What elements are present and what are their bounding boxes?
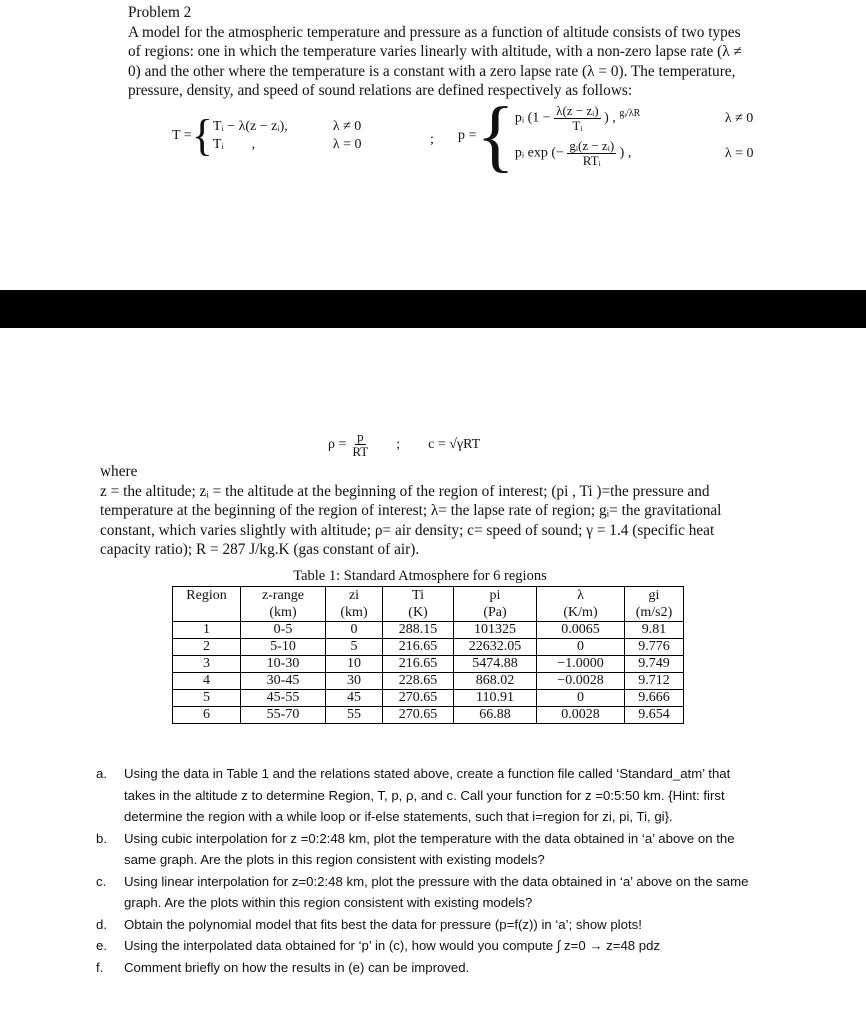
table-row [173,622,684,639]
header-name: zi [348,588,360,603]
column-header [173,587,241,622]
table-cell: 30 [326,673,383,690]
p-case-2-prefix: pᵢ exp (− [514,145,564,161]
table-row [173,673,684,690]
table-cell: 9.712 [625,673,684,690]
rho-fraction [352,430,368,459]
table-cell: 30-45 [241,673,326,690]
header-name: Region [186,588,227,603]
where-label: where [100,463,138,480]
table-cell: −1.0000 [537,656,625,673]
where-text: z = the altitude; zᵢ = the altitude at the beginning of the region of interest; (pi , Ti )=the pressure and temperature at the beginning of the region of interest; λ= the lapse rate of region; gᵢ= the gravitational constant, which varies slightly with altitude; ρ= air density; c= speed of sound; γ = 1.4 (specific heat capacity ratio); R = 287 J/kg.K (gas constant of air). [100,482,722,558]
column-header [326,587,383,622]
question-item [96,935,756,957]
t-cond-1: λ ≠ 0 [332,119,362,134]
column-header [537,587,625,622]
table-cell: 45-55 [241,690,326,707]
table-cell: 270.65 [383,690,454,707]
question-label: d. [96,916,107,932]
table-cell: 0 [326,622,383,639]
problem-title: Problem 2 [128,4,192,21]
p-lhs: p = [458,128,477,143]
question-text: Obtain the polynomial model that fits best the data for pressure (p=f(z)) in ‘a’; show plots! [124,916,642,932]
header-unit: (K) [408,605,428,620]
table-cell: 9.666 [625,690,684,707]
table-cell: 101325 [454,622,537,639]
problem-text: A model for the atmospheric temperature and pressure as a function of altitude consists of two types of regions: one in which the temperature varies linearly with altitude, with a non-zero lapse rate (λ ≠ 0) and the other where the temperature is a constant with a zero lapse rate (λ = 0). The temperature, pressure, density, and speed of sound relations are defined respectively as follows: [128,23,742,99]
definitions [100,462,745,560]
table-cell: 55 [326,707,383,724]
table-cell: 9.776 [625,639,684,656]
denominator: Tᵢ [572,118,583,133]
t-lhs: T = [172,128,192,143]
header-name: gi [648,588,660,603]
table-cell: −0.0028 [537,673,625,690]
p-case-2-suffix: ) , [619,145,632,161]
question-label: f. [96,959,104,975]
column-header [383,587,454,622]
table-cell: 9.749 [625,656,684,673]
t-cond-2: λ = 0 [332,137,362,152]
p-cond-2: λ = 0 [724,145,754,161]
table-cell: 288.15 [383,622,454,639]
denominator: RTᵢ [582,153,601,168]
p-case-1-fraction [554,104,600,133]
table-cell: 1 [173,622,241,639]
density-sound-equation [328,430,480,459]
table-cell: 5474.88 [454,656,537,673]
atmosphere-table [172,586,684,724]
sound-speed-equation: c = √γRT [428,436,481,452]
table-cell: 2 [173,639,241,656]
table-cell: 110.91 [454,690,537,707]
table-row [173,656,684,673]
pressure-equation [458,92,775,180]
table-cell: 228.65 [383,673,454,690]
table-caption: Table 1: Standard Atmosphere for 6 regions [293,568,547,584]
problem-statement [128,3,753,101]
question-list [96,763,756,978]
header-unit [177,604,236,621]
separator: ; [396,436,401,452]
question-text: Using the data in Table 1 and the relations stated above, create a function file called ‘Standard_atm’ that takes in the altitude z to determine Region, T, p, ρ, and c. Call your function for z =0:5:50 km. {Hint: first determine the region with a while loop or if-else statements, such that i=region for zi, pi, Ti, gi}. [124,766,731,824]
table-cell: 10 [326,656,383,673]
column-header [625,587,684,622]
table-cell: 10-30 [241,656,326,673]
table-row [173,639,684,656]
table-cell: 6 [173,707,241,724]
table-cell: 5 [326,639,383,656]
table-cell: 9.81 [625,622,684,639]
question-label: e. [96,938,107,953]
redaction-bar [0,290,866,328]
header-name: Ti [412,588,424,603]
column-header [454,587,537,622]
brace-icon: { [191,111,213,160]
table-cell: 0-5 [241,622,326,639]
table-cell: 0.0065 [537,622,625,639]
table-cell: 3 [173,656,241,673]
table-cell: 868.02 [454,673,537,690]
table-cell: 0 [537,690,625,707]
header-unit: (km) [269,605,297,620]
table-cell: 55-70 [241,707,326,724]
numerator: λ(z − zᵢ) [556,103,599,118]
p-case-2-fraction [567,139,616,168]
table-row [173,690,684,707]
p-case-1-exponent: gᵢ/λR [619,108,641,120]
table-cell: 270.65 [383,707,454,724]
question-item [96,871,756,914]
question-label: c. [96,873,107,889]
table-cell: 66.88 [454,707,537,724]
table-cell: 22632.05 [454,639,537,656]
table-cell: 5-10 [241,639,326,656]
p-case-1-prefix: pᵢ (1 − [514,110,551,126]
table-cell: 0.0028 [537,707,625,724]
table-cell: 4 [173,673,241,690]
question-item [96,957,756,979]
separator: ; [430,132,434,147]
table-cell: 9.654 [625,707,684,724]
table-cell: 0 [537,639,625,656]
rho-lhs: ρ = [328,436,347,452]
table-cell: 216.65 [383,639,454,656]
t-case-1: Tᵢ − λ(z − zᵢ), [212,119,288,134]
numerator: gᵢ(z − zᵢ) [569,138,615,153]
brace-icon: { [476,92,515,180]
header-name: pi [489,588,501,603]
question-item [96,914,756,936]
p-cond-1: λ ≠ 0 [724,110,754,126]
header-name: λ [577,588,584,603]
column-header [241,587,326,622]
denominator: RT [352,444,369,459]
numerator: p [357,429,364,444]
table-row [173,707,684,724]
question-label: b. [96,830,107,846]
question-text: Using the interpolated data obtained for ‘p’ in (c), how would you compute ∫ z=0 → z=48 pdz [124,938,661,953]
table-cell: 216.65 [383,656,454,673]
header-unit: (km) [340,605,368,620]
table-cell: 5 [173,690,241,707]
t-case-2: Tᵢ , [212,137,256,152]
question-text: Using cubic interpolation for z =0:2:48 km, plot the temperature with the data obtained in ‘a’ above on the same graph. Are the plots in this region consistent with existing models? [124,830,735,867]
header-unit: (K/m) [563,605,598,620]
question-label: a. [96,766,107,781]
header-name: z-range [262,588,304,603]
question-text: Comment briefly on how the results in (e) can be improved. [124,959,470,975]
p-case-1-suffix: ) , [604,110,616,126]
question-text: Using linear interpolation for z=0:2:48 km, plot the pressure with the data obtained in ‘a’ above on the same graph. Are the plots within this region consistent with existing models? [124,873,749,910]
header-unit: (m/s2) [635,605,673,620]
temperature-equation [172,111,393,160]
header-unit: (Pa) [483,605,507,620]
table-cell: 45 [326,690,383,707]
question-item [96,763,756,828]
question-item [96,828,756,871]
